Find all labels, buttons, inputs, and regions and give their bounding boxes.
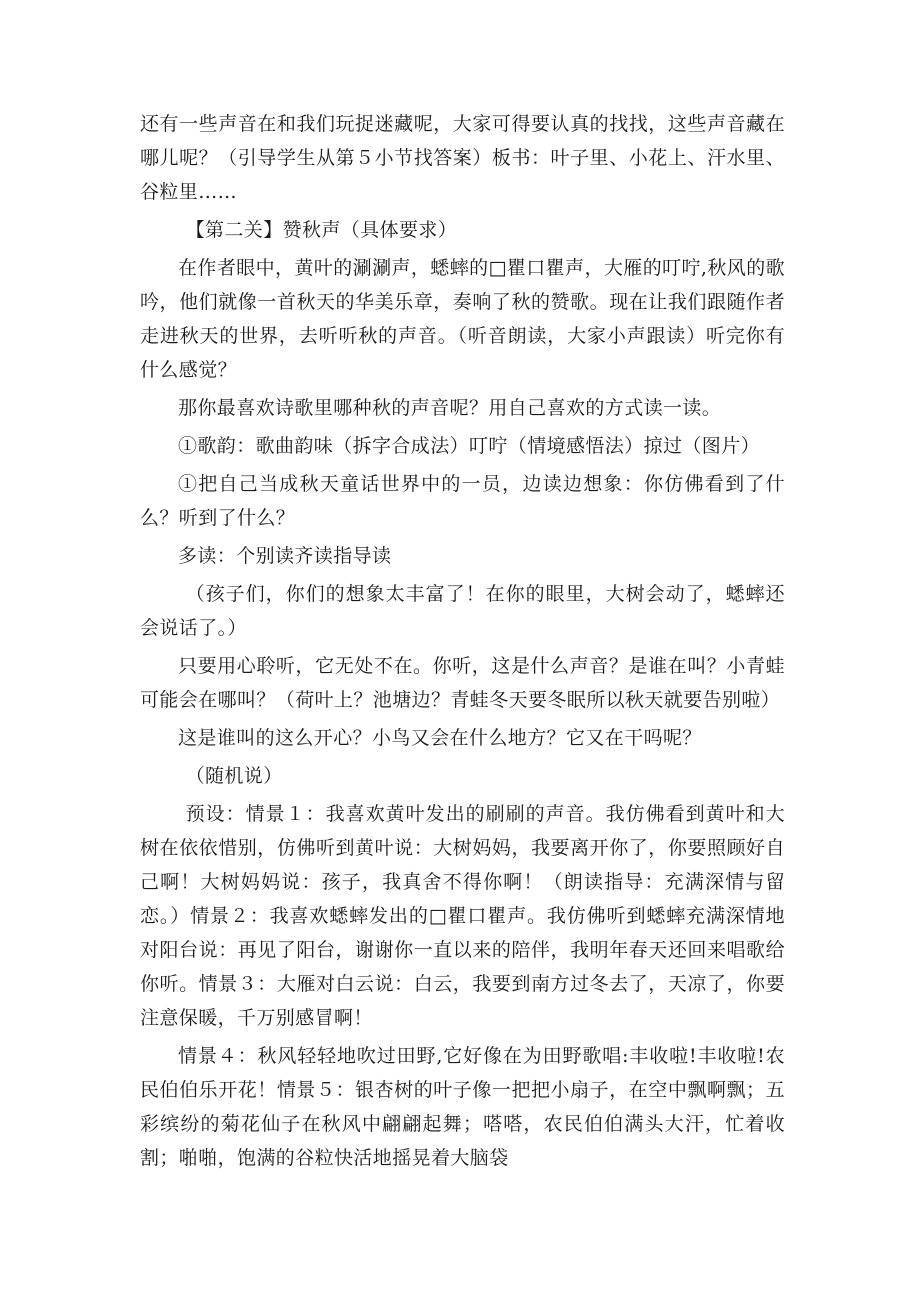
paragraph-random-speak: （随机说） <box>185 765 283 787</box>
paragraph-hide-and-seek: 还有一些声音在和我们玩捉迷藏呢，大家可得要认真的找找，这些声音藏在哪儿呢？（引导学生从第５小节找答案）板书：叶子里、小花上、汗水里、谷粒里…… <box>140 113 785 203</box>
paragraph-who-happy: 这是谁叫的这么开心？小鸟又会在什么地方？它又在干吗呢？ <box>178 727 702 749</box>
paragraph-rhyme-methods: ①歌韵：歌曲韵味（拆字合成法）叮咛（情境感悟法）掠过（图片） <box>178 435 761 457</box>
paragraph-imagine: ①把自己当成秋天童话世界中的一员，边读边想象：你仿佛看到了什么？听到了什么？ <box>140 473 785 529</box>
paragraph-more-reading: 多读：个别读齐读指导读 <box>178 545 392 567</box>
paragraph-favorite-sound: 那你最喜欢诗歌里哪种秋的声音呢？用自己喜欢的方式读一读。 <box>178 397 722 419</box>
paragraph-author-view: 在作者眼中，黄叶的涮涮声，蟋蟀的□瞿口瞿声，大雁的叮咛,秋风的歌吟，他们就像一首秋天的华美乐章，奏响了秋的赞歌。现在让我们跟随作者走进秋天的世界，去听听秋的声音。（听音朗读，大家小声跟读）听完你有什么感觉？ <box>140 257 785 381</box>
document-body <box>140 107 785 1179</box>
paragraph-scenarios-1-3: 预设：情景１：我喜欢黄叶发出的刷刷的声音。我仿佛看到黄叶和大树在依依惜别，仿佛听到黄叶说：大树妈妈，我要离开你了，你要照顾好自己啊！大树妈妈说：孩子，我真舍不得你啊！（朗读指导：充满深情与留恋。）情景２：我喜欢蟋蟀发出的□瞿口瞿声。我仿佛听到蟋蟀充满深情地对阳台说：再见了阳台，谢谢你一直以来的陪伴，我明年春天还回来唱歌给你听。情景３：大雁对白云说：白云，我要到南方过冬去了，天凉了，你要注意保暖，千万别感冒啊！ <box>140 803 785 1029</box>
paragraph-children-imagination: （孩子们，你们的想象太丰富了！在你的眼里，大树会动了，蟋蟀还会说话了。） <box>140 583 785 639</box>
paragraph-listen-carefully: 只要用心聆听，它无处不在。你听，这是什么声音？是谁在叫？小青蛙可能会在哪叫？（荷叶上？池塘边？青蛙冬天要冬眠所以秋天就要告别啦） <box>140 655 785 711</box>
paragraph-scenarios-4-5: 情景４：秋风轻轻地吹过田野,它好像在为田野歌唱:丰收啦!丰收啦!农民伯伯乐开花！情景５：银杏树的叶子像一把把小扇子，在空中飘啊飘；五彩缤纷的菊花仙子在秋风中翩翩起舞；嗒嗒，农民伯伯满头大汗，忙着收割；啪啪，饱满的谷粒快活地摇晃着大脑袋 <box>140 1045 785 1169</box>
section-heading-level-two: 【第二关】赞秋声（具体要求） <box>185 219 458 241</box>
